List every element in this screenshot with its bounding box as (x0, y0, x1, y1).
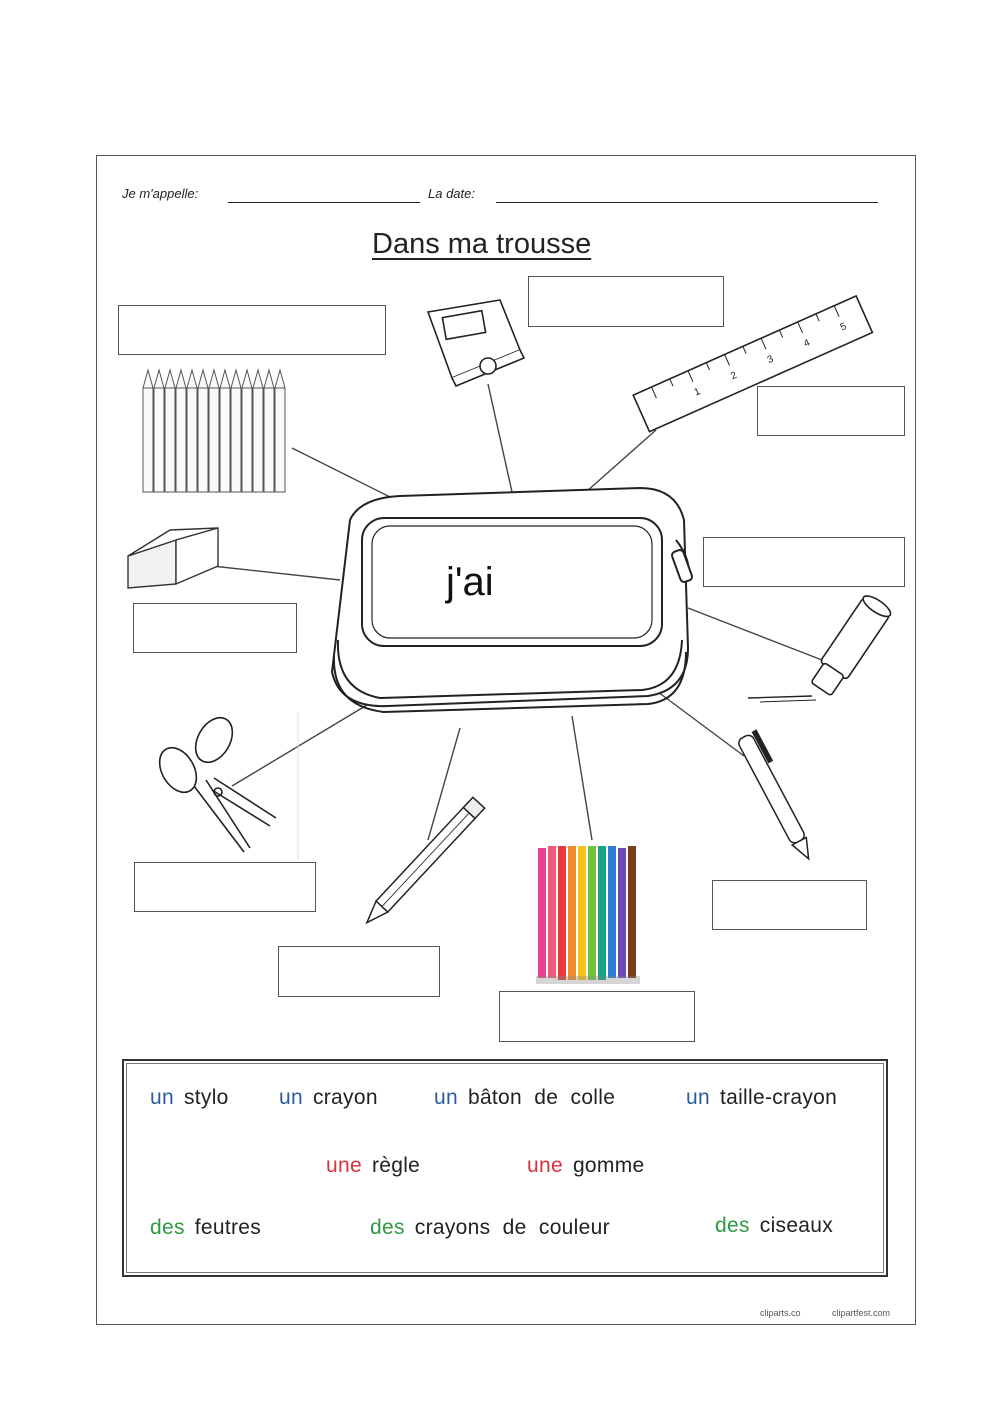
sharpener-icon (428, 300, 524, 386)
word-noun: gomme (572, 1154, 645, 1177)
answer-box-glue-stick[interactable] (703, 537, 905, 587)
word-noun: crayons de couleur (414, 1216, 610, 1239)
word-article: des (370, 1216, 405, 1239)
word-item (326, 1154, 420, 1178)
pencil-case-icon (332, 488, 693, 712)
word-article: un (279, 1086, 303, 1109)
word-noun: stylo (183, 1086, 229, 1109)
answer-box-pencils[interactable] (118, 305, 386, 355)
center-label: j'ai (446, 560, 494, 604)
word-noun: bâton de colle (467, 1086, 616, 1109)
svg-text:4: 4 (802, 337, 812, 350)
page-title: Dans ma trousse (372, 228, 592, 260)
word-item (150, 1086, 229, 1110)
word-item (715, 1214, 833, 1238)
svg-text:5: 5 (838, 321, 849, 334)
felt-pens-icon (536, 846, 640, 984)
word-article: des (715, 1214, 750, 1237)
word-item (434, 1086, 615, 1110)
name-label: Je m'appelle: (122, 186, 199, 201)
answer-box-scissors[interactable] (134, 862, 316, 912)
date-label: La date: (428, 186, 475, 201)
word-item (279, 1086, 378, 1110)
answer-box-felt-pens[interactable] (499, 991, 695, 1042)
word-noun: ciseaux (759, 1214, 834, 1237)
pen-icon (737, 730, 821, 862)
eraser-icon (128, 528, 218, 588)
word-noun: règle (371, 1154, 421, 1177)
scissors-icon (152, 711, 276, 852)
word-article: un (434, 1086, 458, 1109)
answer-box-pencil[interactable] (278, 946, 440, 997)
word-article: des (150, 1216, 185, 1239)
svg-text:1: 1 (692, 386, 703, 399)
word-article: un (686, 1086, 710, 1109)
pencils-icon (143, 370, 285, 492)
credit-text: cliparts.co (760, 1308, 801, 1318)
svg-text:3: 3 (765, 353, 776, 366)
word-article: un (150, 1086, 174, 1109)
word-item (686, 1086, 837, 1110)
word-item (527, 1154, 644, 1178)
word-noun: crayon (312, 1086, 378, 1109)
answer-box-eraser[interactable] (133, 603, 297, 653)
svg-text:2: 2 (729, 369, 739, 383)
pencil-icon (361, 797, 485, 928)
word-article: une (326, 1154, 362, 1177)
glue-stick-icon (748, 592, 893, 702)
answer-box-sharpener[interactable] (528, 276, 724, 327)
credit-text: clipartfest.com (832, 1308, 891, 1318)
word-article: une (527, 1154, 563, 1177)
word-item (370, 1216, 610, 1240)
answer-box-ruler[interactable] (757, 386, 905, 436)
word-noun: feutres (194, 1216, 262, 1239)
answer-box-pen[interactable] (712, 880, 867, 930)
word-item (150, 1216, 261, 1240)
word-noun: taille-crayon (719, 1086, 838, 1109)
